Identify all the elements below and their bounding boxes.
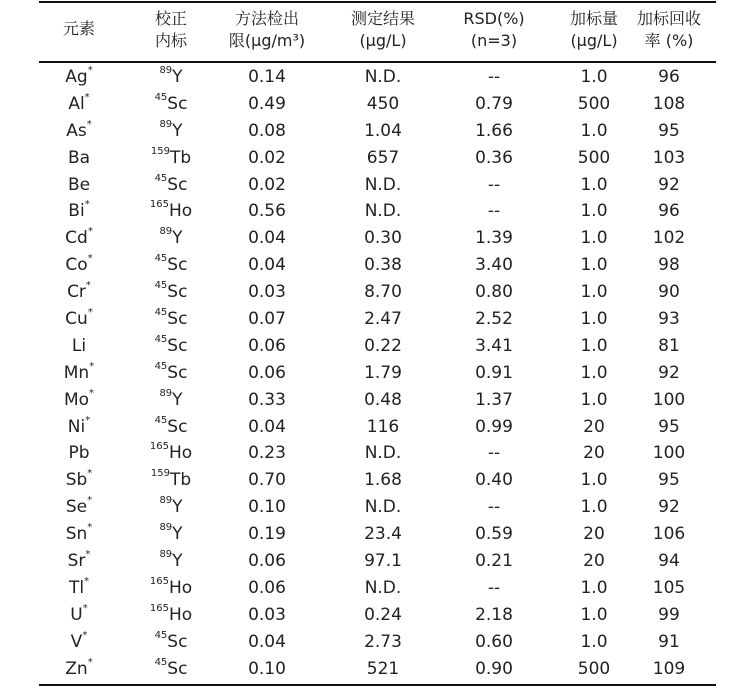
table-row bbox=[39, 440, 716, 467]
element-marker: * bbox=[89, 360, 95, 372]
header-result-line2: (μg/L) bbox=[359, 31, 407, 50]
header-rsd-line2: (n=3) bbox=[470, 31, 518, 50]
result-cell: N.D. bbox=[364, 174, 402, 195]
internal-standard-symbol: Tb bbox=[169, 470, 192, 491]
isotope-mass: 45 bbox=[154, 172, 168, 184]
rsd-cell: 0.99 bbox=[475, 416, 513, 437]
internal-standard-cell bbox=[137, 548, 205, 574]
detection-limit-cell: 0.06 bbox=[248, 577, 286, 598]
rsd-cell: -- bbox=[487, 201, 501, 222]
element-symbol: As bbox=[66, 120, 87, 141]
element-symbol: Ag bbox=[65, 67, 88, 87]
internal-standard-cell bbox=[137, 279, 205, 305]
recovery-cell: 92 bbox=[658, 362, 680, 383]
header-element bbox=[47, 18, 111, 40]
element-marker: * bbox=[89, 387, 95, 399]
internal-standard-symbol: Y bbox=[172, 389, 183, 410]
spike-cell: 1.0 bbox=[580, 335, 608, 356]
element-marker: * bbox=[84, 199, 90, 211]
table-row bbox=[39, 387, 716, 414]
result-cell: 0.24 bbox=[364, 604, 402, 625]
element-symbol: Mn bbox=[63, 362, 90, 383]
isotope-mass: 159 bbox=[150, 145, 170, 157]
recovery-cell: 94 bbox=[658, 551, 680, 572]
element-cell bbox=[47, 64, 111, 90]
internal-standard-cell bbox=[137, 494, 205, 520]
table-row bbox=[39, 225, 716, 252]
isotope-mass: 165 bbox=[149, 199, 169, 211]
detection-limit-cell: 0.33 bbox=[248, 389, 286, 410]
detection-limit-cell: 0.10 bbox=[248, 497, 286, 518]
rsd-cell: 1.66 bbox=[475, 120, 513, 141]
element-symbol: Ba bbox=[67, 147, 91, 168]
internal-standard-symbol: Ho bbox=[168, 577, 193, 598]
internal-standard-cell bbox=[137, 333, 205, 359]
element-symbol: Li bbox=[71, 335, 87, 356]
element-cell bbox=[47, 91, 111, 117]
internal-standard-cell bbox=[137, 172, 205, 198]
internal-standard-cell bbox=[137, 521, 205, 547]
element-symbol: Tl bbox=[68, 577, 85, 598]
internal-standard-cell bbox=[137, 629, 205, 655]
element-cell bbox=[47, 548, 111, 574]
table-row bbox=[39, 333, 716, 360]
isotope-mass: 89 bbox=[159, 226, 173, 238]
spike-cell: 20 bbox=[583, 416, 605, 437]
element-cell bbox=[47, 118, 111, 144]
result-cell: 0.48 bbox=[364, 389, 402, 410]
header-element-text: 元素 bbox=[62, 19, 95, 38]
recovery-cell: 90 bbox=[658, 282, 680, 303]
isotope-mass: 165 bbox=[149, 602, 169, 614]
isotope-mass: 89 bbox=[159, 65, 173, 76]
table-row bbox=[39, 279, 716, 306]
result-cell: 2.73 bbox=[364, 631, 402, 652]
result-cell: N.D. bbox=[364, 443, 402, 464]
rsd-cell: 0.90 bbox=[475, 658, 513, 679]
detection-limit-cell: 0.14 bbox=[248, 67, 286, 87]
table-row bbox=[39, 145, 716, 172]
spike-cell: 1.0 bbox=[580, 362, 608, 383]
result-cell: N.D. bbox=[364, 67, 402, 87]
recovery-cell: 106 bbox=[652, 524, 686, 545]
result-cell: 657 bbox=[366, 147, 400, 168]
isotope-mass: 45 bbox=[154, 333, 168, 345]
spike-cell: 20 bbox=[583, 551, 605, 572]
isotope-mass: 45 bbox=[154, 280, 168, 292]
element-symbol: U bbox=[70, 604, 83, 625]
result-cell: 521 bbox=[366, 658, 400, 679]
internal-standard-cell bbox=[137, 198, 205, 224]
element-marker: * bbox=[85, 414, 91, 426]
rsd-cell: 2.18 bbox=[475, 604, 513, 625]
spike-cell: 1.0 bbox=[580, 174, 608, 195]
element-cell bbox=[47, 279, 111, 305]
result-cell: N.D. bbox=[364, 577, 402, 598]
recovery-cell: 95 bbox=[658, 120, 680, 141]
recovery-cell: 100 bbox=[652, 443, 686, 464]
internal-standard-cell bbox=[137, 440, 205, 466]
element-cell bbox=[47, 306, 111, 332]
element-marker: * bbox=[87, 65, 93, 76]
header-result-line1: 测定结果 bbox=[350, 9, 415, 28]
isotope-mass: 45 bbox=[154, 414, 168, 426]
spike-cell: 500 bbox=[577, 658, 611, 679]
isotope-mass: 159 bbox=[150, 468, 170, 480]
element-cell bbox=[47, 198, 111, 224]
element-cell bbox=[47, 575, 111, 601]
table-row bbox=[39, 656, 716, 683]
detection-limit-cell: 0.04 bbox=[248, 631, 286, 652]
detection-limit-cell: 0.02 bbox=[248, 147, 286, 168]
element-marker: * bbox=[87, 495, 93, 507]
spike-cell: 1.0 bbox=[580, 389, 608, 410]
table-row bbox=[39, 64, 716, 91]
spike-cell: 1.0 bbox=[580, 255, 608, 276]
recovery-cell: 95 bbox=[658, 470, 680, 491]
spike-cell: 1.0 bbox=[580, 282, 608, 303]
rsd-cell: 1.39 bbox=[475, 228, 513, 249]
rsd-cell: 2.52 bbox=[475, 309, 513, 330]
detection-limit-cell: 0.19 bbox=[248, 524, 286, 545]
spike-cell: 1.0 bbox=[580, 604, 608, 625]
internal-standard-cell bbox=[137, 414, 205, 440]
detection-limit-cell: 0.04 bbox=[248, 255, 286, 276]
internal-standard-cell bbox=[137, 306, 205, 332]
rsd-cell: 0.36 bbox=[475, 147, 513, 168]
detection-limit-cell: 0.07 bbox=[248, 309, 286, 330]
internal-standard-symbol: Y bbox=[172, 228, 183, 249]
element-cell bbox=[47, 414, 111, 440]
element-cell bbox=[47, 225, 111, 251]
internal-standard-cell bbox=[137, 575, 205, 601]
internal-standard-cell bbox=[137, 252, 205, 278]
internal-standard-cell bbox=[137, 91, 205, 117]
result-cell: 0.30 bbox=[364, 228, 402, 249]
spike-cell: 1.0 bbox=[580, 201, 608, 222]
internal-standard-cell bbox=[137, 360, 205, 386]
header-internal-standard-line2: 内标 bbox=[154, 31, 187, 50]
element-cell bbox=[47, 252, 111, 278]
header-recovery-line2: 率 (%) bbox=[644, 31, 694, 50]
internal-standard-symbol: Ho bbox=[168, 201, 193, 222]
result-cell: 1.04 bbox=[364, 120, 402, 141]
result-cell: 0.38 bbox=[364, 255, 402, 276]
result-cell: 8.70 bbox=[364, 282, 402, 303]
element-cell bbox=[47, 387, 111, 413]
element-marker: * bbox=[84, 91, 90, 103]
result-cell: 116 bbox=[366, 416, 400, 437]
detection-limit-cell: 0.06 bbox=[248, 551, 286, 572]
result-cell: N.D. bbox=[364, 497, 402, 518]
table-row bbox=[39, 494, 716, 521]
header-recovery bbox=[625, 8, 713, 52]
detection-limit-cell: 0.04 bbox=[248, 416, 286, 437]
internal-standard-symbol: Sc bbox=[167, 255, 188, 276]
element-marker: * bbox=[87, 656, 93, 668]
header-detection-limit-line1: 方法检出 bbox=[234, 9, 299, 28]
element-symbol: Bi bbox=[68, 201, 85, 222]
internal-standard-symbol: Sc bbox=[167, 309, 188, 330]
isotope-mass: 45 bbox=[154, 360, 168, 372]
rsd-cell: -- bbox=[487, 577, 501, 598]
detection-limit-cell: 0.03 bbox=[248, 282, 286, 303]
element-cell bbox=[47, 145, 111, 171]
internal-standard-cell bbox=[137, 64, 205, 90]
recovery-cell: 99 bbox=[658, 604, 680, 625]
element-marker: * bbox=[87, 522, 93, 534]
element-symbol: Be bbox=[67, 174, 91, 195]
element-marker: * bbox=[84, 575, 90, 587]
rsd-cell: 0.40 bbox=[475, 470, 513, 491]
internal-standard-cell bbox=[137, 118, 205, 144]
element-cell bbox=[47, 629, 111, 655]
rsd-cell: 0.60 bbox=[475, 631, 513, 652]
rsd-cell: 0.79 bbox=[475, 93, 513, 114]
element-marker: * bbox=[87, 468, 93, 480]
rsd-cell: -- bbox=[487, 443, 501, 464]
internal-standard-symbol: Y bbox=[172, 497, 183, 518]
table-row bbox=[39, 467, 716, 494]
element-marker: * bbox=[82, 602, 88, 614]
isotope-mass: 89 bbox=[159, 118, 173, 130]
element-cell bbox=[47, 467, 111, 493]
element-symbol: Zn bbox=[65, 658, 88, 679]
table-body bbox=[39, 64, 716, 682]
result-cell: 1.68 bbox=[364, 470, 402, 491]
spike-cell: 1.0 bbox=[580, 309, 608, 330]
internal-standard-symbol: Ho bbox=[168, 443, 193, 464]
rsd-cell: -- bbox=[487, 174, 501, 195]
isotope-mass: 45 bbox=[154, 253, 168, 265]
top-rule bbox=[39, 1, 716, 3]
internal-standard-symbol: Sc bbox=[167, 335, 188, 356]
spike-cell: 1.0 bbox=[580, 631, 608, 652]
internal-standard-cell bbox=[137, 225, 205, 251]
detection-limit-cell: 0.10 bbox=[248, 658, 286, 679]
isotope-mass: 45 bbox=[154, 307, 168, 319]
element-cell bbox=[47, 602, 111, 628]
element-symbol: Cr bbox=[67, 282, 86, 303]
rsd-cell: 0.91 bbox=[475, 362, 513, 383]
element-symbol: Pb bbox=[68, 443, 90, 464]
isotope-mass: 89 bbox=[159, 387, 173, 399]
internal-standard-cell bbox=[137, 602, 205, 628]
internal-standard-symbol: Sc bbox=[167, 416, 188, 437]
table-row bbox=[39, 360, 716, 387]
result-cell: 97.1 bbox=[364, 551, 402, 572]
internal-standard-cell bbox=[137, 145, 205, 171]
table-row bbox=[39, 306, 716, 333]
element-marker: * bbox=[85, 549, 91, 561]
spike-cell: 1.0 bbox=[580, 120, 608, 141]
detection-limit-cell: 0.23 bbox=[248, 443, 286, 464]
internal-standard-symbol: Ho bbox=[168, 604, 193, 625]
detection-limit-cell: 0.08 bbox=[248, 120, 286, 141]
internal-standard-symbol: Sc bbox=[167, 93, 188, 114]
spike-cell: 500 bbox=[577, 93, 611, 114]
rsd-cell: 0.80 bbox=[475, 282, 513, 303]
element-marker: * bbox=[86, 118, 92, 130]
rsd-cell: 3.40 bbox=[475, 255, 513, 276]
detection-limit-cell: 0.02 bbox=[248, 174, 286, 195]
internal-standard-symbol: Sc bbox=[167, 631, 188, 652]
element-cell bbox=[47, 172, 111, 198]
header-spike-line2: (μg/L) bbox=[570, 31, 618, 50]
recovery-cell: 95 bbox=[658, 416, 680, 437]
spike-cell: 20 bbox=[583, 524, 605, 545]
result-cell: 2.47 bbox=[364, 309, 402, 330]
result-cell: 450 bbox=[366, 93, 400, 114]
element-cell bbox=[47, 656, 111, 682]
internal-standard-cell bbox=[137, 387, 205, 413]
recovery-cell: 91 bbox=[658, 631, 680, 652]
result-cell: N.D. bbox=[364, 201, 402, 222]
element-marker: * bbox=[87, 307, 93, 319]
header-detection-limit bbox=[217, 8, 317, 52]
element-symbol: Cu bbox=[65, 309, 88, 330]
isotope-mass: 45 bbox=[154, 91, 168, 103]
internal-standard-symbol: Sc bbox=[167, 362, 188, 383]
element-marker: * bbox=[87, 253, 93, 265]
internal-standard-symbol: Y bbox=[172, 524, 183, 545]
spike-cell: 500 bbox=[577, 147, 611, 168]
internal-standard-cell bbox=[137, 656, 205, 682]
header-result bbox=[328, 8, 438, 52]
element-symbol: Co bbox=[65, 255, 88, 276]
isotope-mass: 165 bbox=[149, 441, 169, 453]
table-row bbox=[39, 548, 716, 575]
recovery-cell: 105 bbox=[652, 577, 686, 598]
element-cell bbox=[47, 521, 111, 547]
bottom-rule bbox=[39, 684, 716, 686]
rsd-cell: 0.59 bbox=[475, 524, 513, 545]
table-row bbox=[39, 91, 716, 118]
element-cell bbox=[47, 494, 111, 520]
rsd-cell: -- bbox=[487, 497, 501, 518]
result-cell: 23.4 bbox=[364, 524, 402, 545]
rsd-cell: 1.37 bbox=[475, 389, 513, 410]
internal-standard-symbol: Sc bbox=[167, 282, 188, 303]
header-rsd-line1: RSD(%) bbox=[463, 9, 525, 28]
isotope-mass: 45 bbox=[154, 656, 168, 668]
element-symbol: Sb bbox=[65, 470, 88, 491]
recovery-cell: 103 bbox=[652, 147, 686, 168]
table-row bbox=[39, 575, 716, 602]
header-internal-standard bbox=[137, 8, 205, 52]
element-symbol: Mo bbox=[63, 389, 90, 410]
header-rule bbox=[39, 61, 716, 63]
internal-standard-symbol: Tb bbox=[169, 147, 192, 168]
element-marker: * bbox=[87, 226, 93, 238]
element-symbol: Sn bbox=[65, 524, 88, 545]
header-recovery-line1: 加标回收 bbox=[636, 9, 701, 28]
spike-cell: 1.0 bbox=[580, 228, 608, 249]
internal-standard-symbol: Sc bbox=[167, 658, 188, 679]
element-marker: * bbox=[82, 629, 88, 641]
isotope-mass: 89 bbox=[159, 549, 173, 561]
internal-standard-symbol: Y bbox=[172, 67, 183, 87]
element-symbol: Se bbox=[65, 497, 88, 518]
header-internal-standard-line1: 校正 bbox=[154, 9, 187, 28]
header-spike-line1: 加标量 bbox=[569, 9, 618, 28]
header-detection-limit-line2: 限(μg/m³) bbox=[228, 31, 306, 50]
recovery-cell: 93 bbox=[658, 309, 680, 330]
isotope-mass: 89 bbox=[159, 522, 173, 534]
recovery-cell: 96 bbox=[658, 201, 680, 222]
table-row bbox=[39, 521, 716, 548]
recovery-cell: 108 bbox=[652, 93, 686, 114]
recovery-cell: 98 bbox=[658, 255, 680, 276]
detection-limit-cell: 0.03 bbox=[248, 604, 286, 625]
rsd-cell: 3.41 bbox=[475, 335, 513, 356]
isotope-mass: 45 bbox=[154, 629, 168, 641]
recovery-cell: 102 bbox=[652, 228, 686, 249]
rsd-cell: 0.21 bbox=[475, 551, 513, 572]
recovery-cell: 96 bbox=[658, 67, 680, 87]
table-row bbox=[39, 629, 716, 656]
element-cell bbox=[47, 360, 111, 386]
table-row bbox=[39, 198, 716, 225]
result-cell: 0.22 bbox=[364, 335, 402, 356]
detection-limit-cell: 0.04 bbox=[248, 228, 286, 249]
table-row bbox=[39, 118, 716, 145]
internal-standard-symbol: Y bbox=[172, 551, 183, 572]
table-row bbox=[39, 414, 716, 441]
detection-limit-cell: 0.06 bbox=[248, 362, 286, 383]
table-header bbox=[39, 8, 716, 60]
spike-cell: 1.0 bbox=[580, 577, 608, 598]
recovery-cell: 81 bbox=[658, 335, 680, 356]
result-cell: 1.79 bbox=[364, 362, 402, 383]
table-row bbox=[39, 172, 716, 199]
spike-cell: 1.0 bbox=[580, 497, 608, 518]
recovery-cell: 109 bbox=[652, 658, 686, 679]
internal-standard-cell bbox=[137, 467, 205, 493]
header-rsd bbox=[444, 8, 544, 52]
element-marker: * bbox=[85, 280, 91, 292]
table-row bbox=[39, 602, 716, 629]
rsd-cell: -- bbox=[487, 67, 501, 87]
internal-standard-symbol: Sc bbox=[167, 174, 188, 195]
detection-limit-cell: 0.49 bbox=[248, 93, 286, 114]
recovery-cell: 100 bbox=[652, 389, 686, 410]
internal-standard-symbol: Y bbox=[172, 120, 183, 141]
element-symbol: Sr bbox=[67, 551, 86, 572]
recovery-cell: 92 bbox=[658, 174, 680, 195]
recovery-cell: 92 bbox=[658, 497, 680, 518]
isotope-mass: 165 bbox=[149, 575, 169, 587]
element-symbol: Cd bbox=[65, 228, 88, 249]
element-symbol: Al bbox=[68, 93, 85, 114]
detection-limit-cell: 0.06 bbox=[248, 335, 286, 356]
detection-limit-cell: 0.56 bbox=[248, 201, 286, 222]
spike-cell: 1.0 bbox=[580, 470, 608, 491]
element-cell bbox=[47, 440, 111, 466]
detection-limit-cell: 0.70 bbox=[248, 470, 286, 491]
element-cell bbox=[47, 333, 111, 359]
spike-cell: 1.0 bbox=[580, 67, 608, 87]
element-symbol: Ni bbox=[67, 416, 86, 437]
table-row bbox=[39, 252, 716, 279]
spike-cell: 20 bbox=[583, 443, 605, 464]
isotope-mass: 89 bbox=[159, 495, 173, 507]
element-symbol: V bbox=[70, 631, 83, 652]
